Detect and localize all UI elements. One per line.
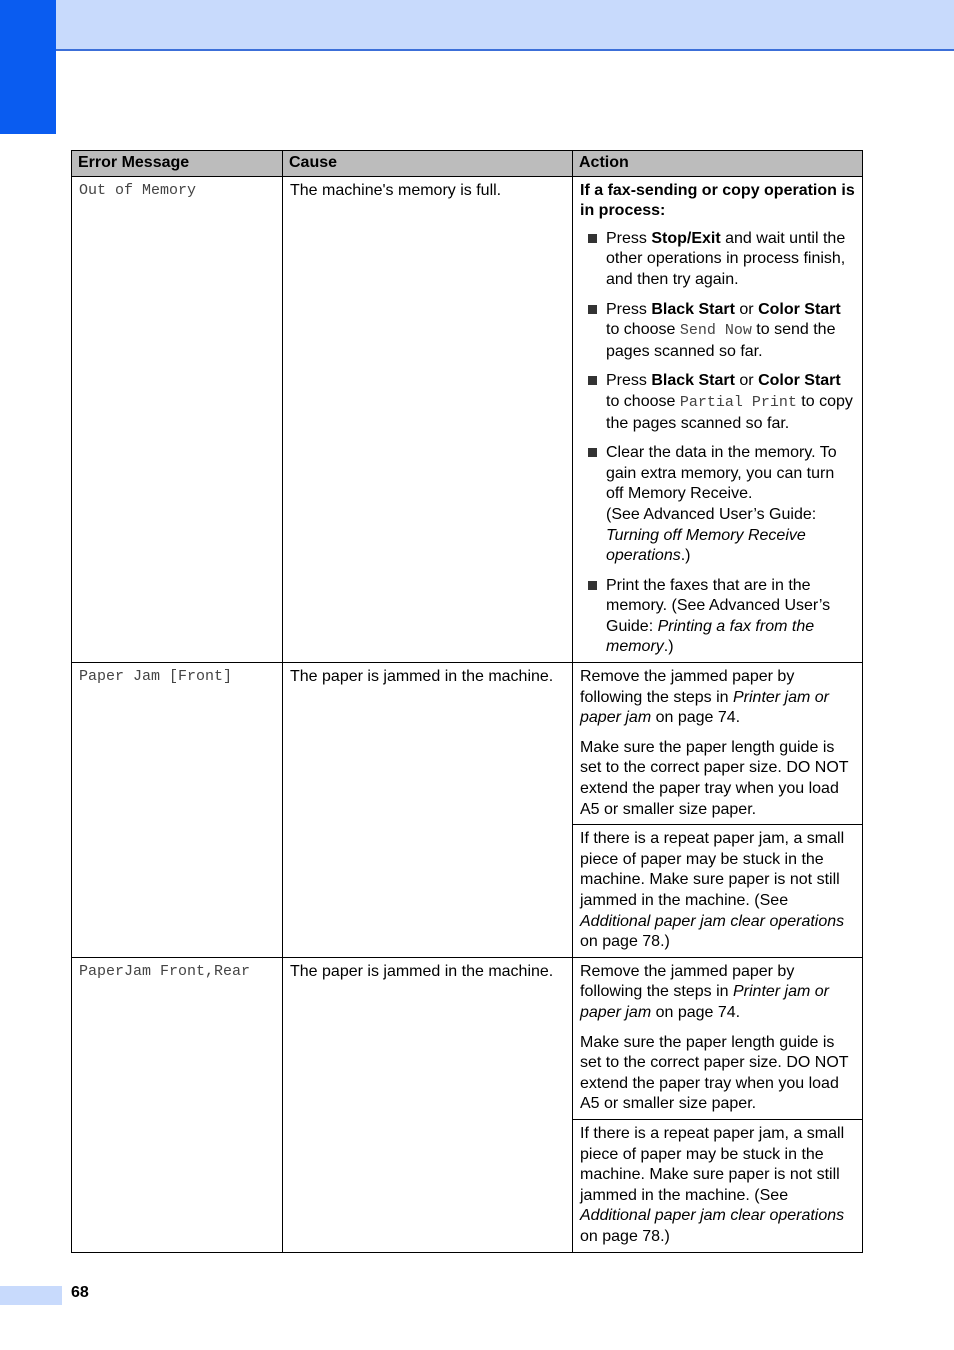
action-cell [573, 176, 863, 662]
key-name: Stop/Exit [651, 229, 721, 247]
cause-cell: The paper is jammed in the machine. [283, 663, 573, 958]
action-block [573, 824, 862, 957]
action-paragraph [580, 667, 856, 729]
list-item [580, 300, 856, 363]
text: to choose [606, 321, 680, 339]
text: on page 78.) [580, 933, 670, 951]
action-block [573, 663, 862, 824]
text: If there is a repeat paper jam, a small piece of paper may be stuck in the machine. Make sure paper is not still jammed in the machine. (See [580, 1124, 845, 1204]
menu-option: Partial Print [679, 393, 797, 411]
error-message-cell: Paper Jam [Front] [72, 663, 283, 958]
cross-reference: Additional paper jam clear operations [580, 912, 845, 930]
header-band [0, 0, 954, 51]
error-message-table [71, 150, 863, 1253]
header-error-message: Error Message [72, 151, 283, 177]
text: Clear the data in the memory. To gain extra memory, you can turn off Memory Receive. [606, 444, 837, 503]
text: .) [680, 547, 691, 565]
list-item [580, 229, 856, 291]
key-name: Color Start [758, 300, 841, 318]
square-bullet-icon [588, 234, 597, 243]
cause-cell: The paper is jammed in the machine. [283, 957, 573, 1252]
text: .) [663, 638, 674, 656]
action-paragraph [580, 829, 856, 953]
text: to send the pages scanned so far. [606, 321, 836, 360]
page-number-tab [0, 1286, 62, 1305]
square-bullet-icon [588, 305, 597, 314]
text: Press [606, 229, 652, 247]
action-cell [573, 957, 863, 1252]
text: Press [606, 372, 652, 390]
action-lead: If a fax-sending or copy operation is in process: [580, 181, 855, 220]
cross-reference: Printing a fax from the memory [606, 617, 815, 656]
chapter-tab [0, 0, 56, 134]
text: (See Advanced User’s Guide: [606, 505, 817, 523]
action-paragraph: Make sure the paper length guide is set to the correct paper size. DO NOT extend the paper tray when you load A5 or smaller size paper. [580, 1033, 849, 1113]
cross-reference: Additional paper jam clear operations [580, 1207, 845, 1225]
text: Print the faxes that are in the memory. (See Advanced User’s Guide: [606, 576, 831, 635]
header-cause: Cause [283, 151, 573, 177]
page-number: 68 [71, 1284, 89, 1301]
error-message-cell: PaperJam Front,Rear [72, 957, 283, 1252]
text: to copy the pages scanned so far. [606, 392, 853, 432]
list-item [580, 576, 856, 658]
table-row [72, 957, 863, 1252]
menu-option: Send Now [679, 322, 752, 340]
table-row [72, 176, 863, 662]
table-row [72, 663, 863, 958]
text: If there is a repeat paper jam, a small piece of paper may be stuck in the machine. Make sure paper is not still jammed in the machine. (See [580, 830, 845, 909]
text: on page 74. [651, 1003, 741, 1021]
text: or [734, 372, 759, 390]
key-name: Black Start [651, 372, 735, 390]
action-cell [573, 663, 863, 958]
list-item [580, 443, 856, 567]
action-list [580, 229, 856, 658]
text: and wait until the other operations in process finish, and then try again. [606, 229, 846, 288]
square-bullet-icon [588, 448, 597, 457]
text: Remove the jammed paper by following the steps in [580, 962, 795, 1001]
key-name: Color Start [758, 372, 841, 390]
text: on page 74. [651, 709, 741, 727]
action-paragraph [580, 962, 856, 1024]
error-message-cell: Out of Memory [72, 176, 283, 662]
cause-cell: The machine's memory is full. [283, 176, 573, 662]
cross-reference: Printer jam or paper jam [580, 983, 830, 1021]
action-block [573, 958, 862, 1119]
cross-reference: Printer jam or paper jam [580, 688, 830, 727]
text: Remove the jammed paper by following the steps in [580, 668, 795, 706]
square-bullet-icon [588, 376, 597, 385]
text: Press [606, 300, 652, 318]
key-name: Black Start [651, 300, 735, 318]
table-header-row [72, 151, 863, 177]
action-paragraph: Make sure the paper length guide is set to the correct paper size. DO NOT extend the paper tray when you load A5 or smaller size paper. [580, 738, 849, 818]
text: or [734, 300, 759, 318]
header-action: Action [573, 151, 863, 177]
action-paragraph [580, 1124, 856, 1248]
list-item [580, 371, 856, 434]
text: on page 78.) [580, 1227, 670, 1245]
square-bullet-icon [588, 581, 597, 590]
action-block [573, 1119, 862, 1252]
text: to choose [606, 392, 680, 410]
cross-reference: Turning off Memory Receive operations [606, 526, 806, 565]
